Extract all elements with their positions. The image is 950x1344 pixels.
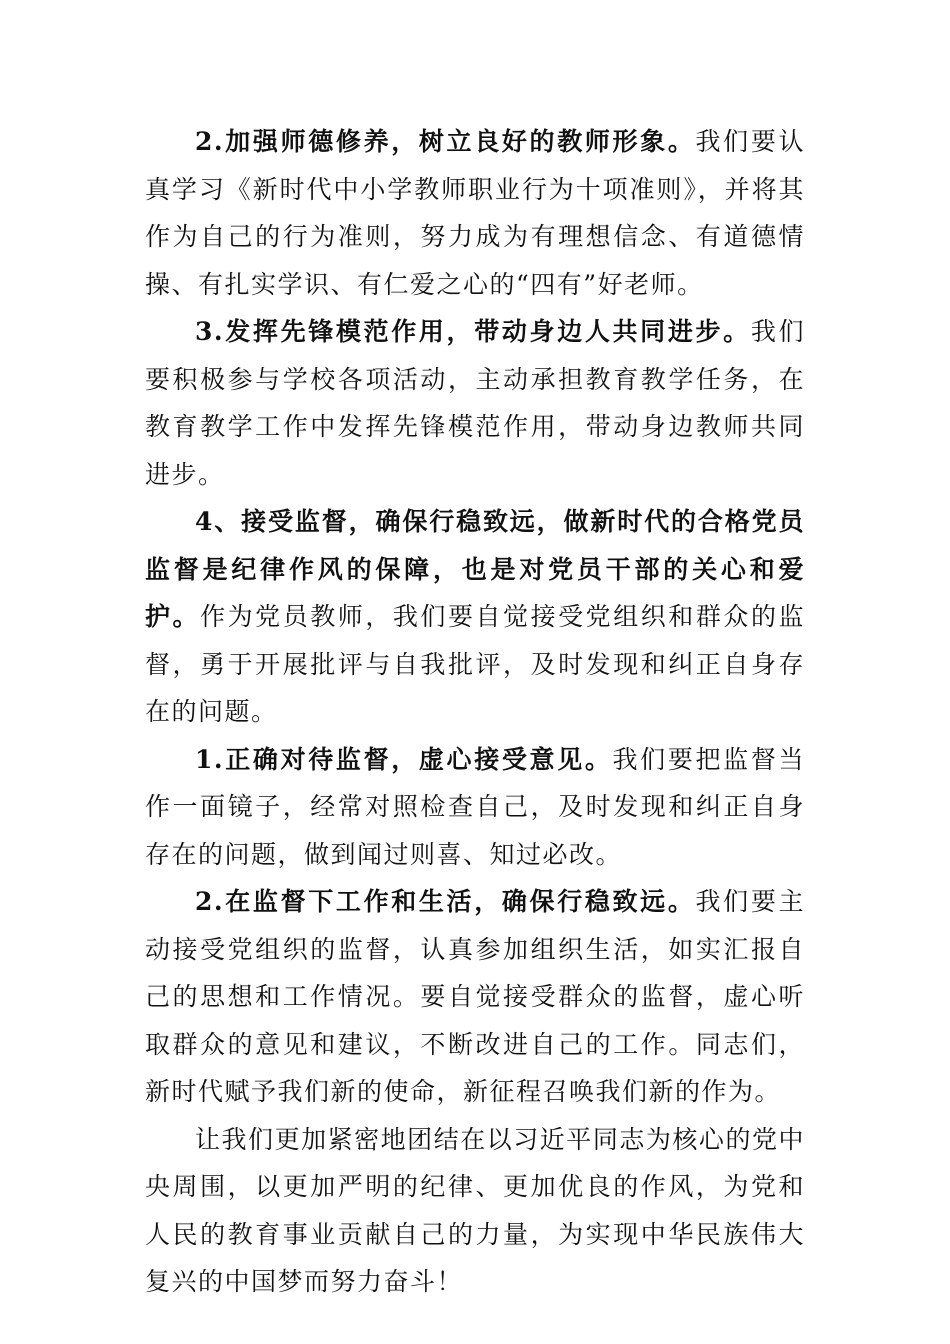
paragraph-2-work-under-supervision [145, 878, 805, 1116]
paragraph-3-pioneer-role [145, 308, 805, 498]
paragraph-1-treat-supervision [145, 736, 805, 879]
paragraph-body: 我们要主动接受党组织的监督，认真参加组织生活，如实汇报自己的思想和工作情况。要自觉接受群众的监督，虚心听取群众的意见和建议，不断改进自己的工作。同志们，新时代赋予我们新的使命，新征程召唤我们新的作为。 [145, 887, 805, 1106]
paragraph-body: 让我们更加紧密地团结在以习近平同志为核心的党中央周围，以更加严明的纪律、更加优良的作风，为党和人民的教育事业贡献自己的力量，为实现中华民族伟大复兴的中国梦而努力奋斗！ [145, 1124, 805, 1296]
paragraph-heading: 1.正确对待监督，虚心接受意见。 [195, 744, 613, 774]
paragraph-body: 我们要认真学习《新时代中小学教师职业行为十项准则》，并将其作为自己的行为准则，努力成为有理想信念、有道德情操、有扎实学识、有仁爱之心的“四有”好老师。 [145, 127, 805, 299]
paragraph-heading: 2.加强师德修养，树立良好的教师形象。 [195, 127, 696, 156]
paragraph-2-teacher-ethics [145, 118, 805, 308]
document-page [145, 118, 805, 1306]
paragraph-heading: 2.在监督下工作和生活，确保行稳致远。 [195, 887, 696, 916]
paragraph-body: 我们要把监督当作一面镜子，经常对照检查自己，及时发现和纠正自身存在的问题，做到闻过则喜、知过必改。 [145, 744, 805, 869]
paragraph-heading: 3.发挥先锋模范作用，带动身边人共同进步。 [195, 317, 751, 346]
paragraph-body: 作为党员教师，我们要自觉接受党组织和群众的监督，勇于开展批评与自我批评，及时发现和纠正自身存在的问题。 [145, 602, 805, 726]
paragraph-body: 我们要积极参与学校各项活动，主动承担教育教学任务，在教育教学工作中发挥先锋模范作用，带动身边教师共同进步。 [145, 317, 805, 489]
paragraph-closing [145, 1116, 805, 1306]
paragraph-heading: 4、接受监督，确保行稳致远，做新时代的合格党员监督是纪律作风的保障，也是对党员干部的关心和爱护。 [145, 507, 805, 631]
paragraph-4-accept-supervision [145, 498, 805, 736]
